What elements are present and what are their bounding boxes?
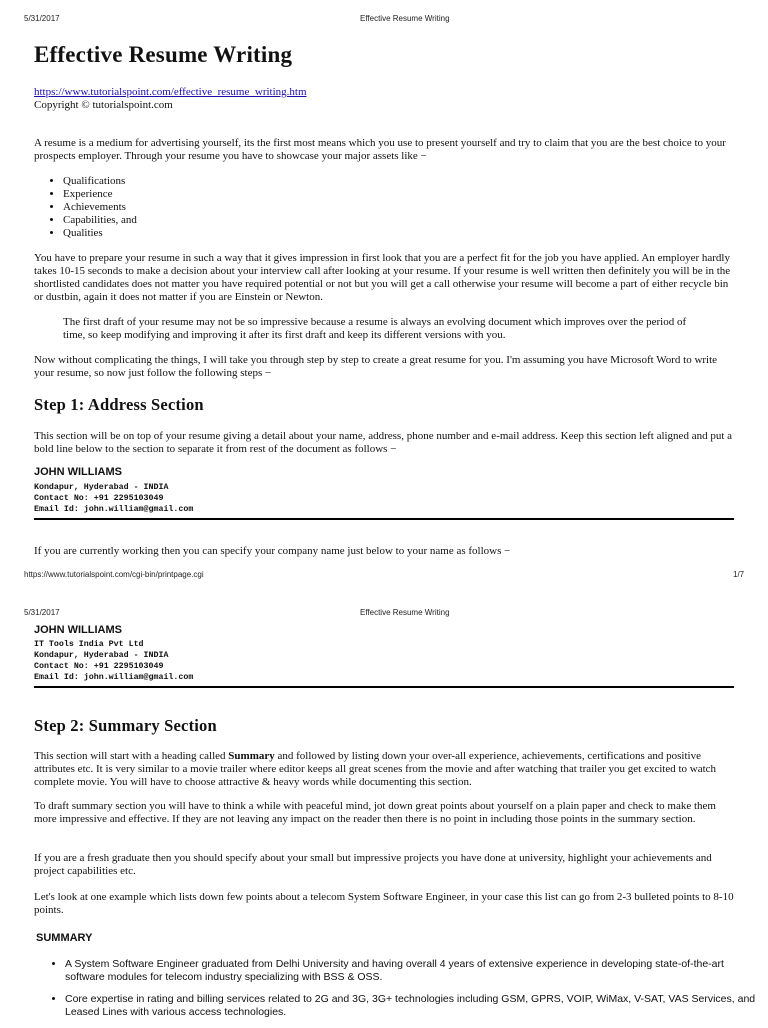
resume-divider <box>34 518 734 520</box>
resume-name: JOHN WILLIAMS <box>34 466 122 478</box>
text-span: and followed by listing down your over-all experience, achievements, certifications and positive attributes etc. It is very similar to a movie trailer where editor keeps all great scenes from the movie and after watching that trailer you get excited to watch complete movie. You will have to choose attractive & heavy words while documenting this section. <box>34 750 717 788</box>
list-item: • Achievements <box>63 201 137 214</box>
paragraph-steps: Now without complicating the things, I will take you through step by step to create a great resume for you. I'm assuming you have Microsoft Word to write your resume, so now just follow the following steps − <box>34 354 718 379</box>
step2-paragraph-2: To draft summary section you will have to think a while with peaceful mind, jot down great points about yourself on a plain paper and check to make them more impressive and effective. If they are not leaving any impact on the reader then there is no point in including those points in the summary section. <box>34 800 716 825</box>
list-item: • Qualities <box>63 227 137 240</box>
resume-company: IT Tools India Pvt Ltd <box>34 640 144 649</box>
assets-list <box>34 175 137 240</box>
step2-paragraph-4: Let's look at one example which lists down few points about a telecom System Software Engineer, in your case this list can go from 2-3 bulleted points to 8-10 points. <box>34 891 734 916</box>
header-title-page2: Effective Resume Writing <box>360 608 450 617</box>
text-span: This section will start with a heading called <box>34 750 229 762</box>
list-item: • Qualifications <box>63 175 137 188</box>
blockquote-first-draft: The first draft of your resume may not be so impressive because a resume is always an evolving document which improves over the period of time, so keep modifying and improving it after its first draft and keep its different versions with you. <box>63 316 687 341</box>
paragraph-fit: You have to prepare your resume in such a way that it gives impression in first look that you are a perfect fit for the job you have applied. An employer hardly takes 10-15 seconds to make a decision about your interview call after looking at your resume. If your resume is well written then definitely you will be in the shortlisted candidates does not matter you have required potential or not but you will get a call otherwise your resume will become a part of either recycle bin or dustbin, again it does not matter if you are Einstein or Newton. <box>34 252 731 303</box>
resume-name: JOHN WILLIAMS <box>34 624 122 636</box>
resume-address: Kondapur, Hyderabad - INDIA <box>34 483 169 492</box>
resume-contact: Contact No: +91 2295103049 <box>34 494 164 503</box>
step2-paragraph-1 <box>34 750 734 789</box>
list-item: • A System Software Engineer graduated from Delhi University and having overall 4 years of extensive experience in developing state-of-the-art software modules for telecom industry specializing with BSS & OSS. <box>65 958 765 984</box>
step2-paragraph-3: If you are a fresh graduate then you should specify about your small but impressive projects you have done at university, highlight your achievements and project capabilities etc. <box>34 852 712 877</box>
header-date: 5/31/2017 <box>24 14 60 23</box>
resume-address: Kondapur, Hyderabad - INDIA <box>34 651 169 660</box>
header-title: Effective Resume Writing <box>360 14 450 23</box>
resume-email: Email Id: john.william@gmail.com <box>34 673 194 682</box>
summary-heading: SUMMARY <box>36 932 93 944</box>
list-item: • Capabilities, and <box>63 214 137 227</box>
summary-keyword: Summary <box>228 750 275 762</box>
header-date-page2: 5/31/2017 <box>24 608 60 617</box>
list-item: • Core expertise in rating and billing services related to 2G and 3G, 3G+ technologies including GSM, GPRS, VOIP, WiMax, V-SAT, VAS Services, and Leased Lines with various access technologies. <box>65 993 765 1019</box>
list-item: • Experience <box>63 188 137 201</box>
footer-page-number: 1/7 <box>733 570 745 579</box>
copyright-text: Copyright © tutorialspoint.com <box>34 99 173 111</box>
step1-heading: Step 1: Address Section <box>34 395 204 414</box>
source-link[interactable]: https://www.tutorialspoint.com/effective_resume_writing.htm <box>34 86 307 98</box>
resume-email: Email Id: john.william@gmail.com <box>34 505 194 514</box>
company-text: If you are currently working then you can specify your company name just below to your name as follows − <box>34 545 511 557</box>
resume-divider <box>34 686 734 688</box>
resume-contact: Contact No: +91 2295103049 <box>34 662 164 671</box>
footer-url: https://www.tutorialspoint.com/cgi-bin/printpage.cgi <box>24 570 204 579</box>
intro-paragraph: A resume is a medium for advertising yourself, its the first most means which you use to present yourself and try to claim that you are the best choice to your prospects employer. Through your resume you have to showcase your major assets like − <box>34 137 726 162</box>
step1-text: This section will be on top of your resume giving a detail about your name, address, phone number and e-mail address. Keep this section left aligned and put a bold line below to the section to separate it from rest of the document as follows − <box>34 430 733 455</box>
step2-heading: Step 2: Summary Section <box>34 716 217 735</box>
summary-list <box>36 958 765 1028</box>
page-title: Effective Resume Writing <box>34 42 293 67</box>
